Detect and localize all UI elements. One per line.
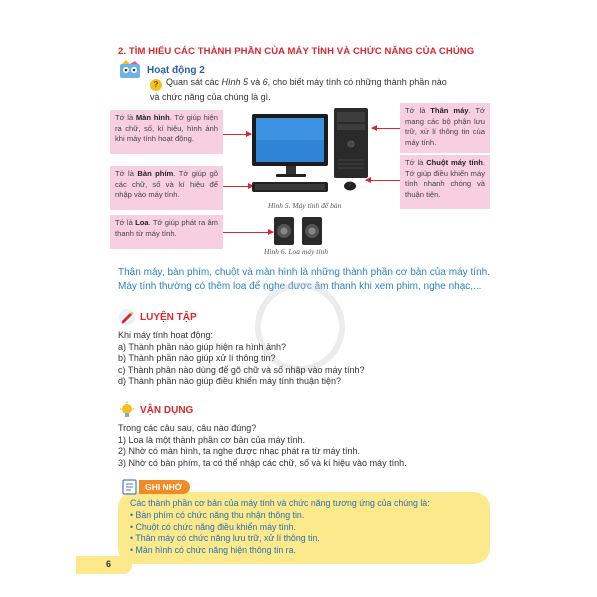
note-box <box>118 492 490 564</box>
desktop-computer-illustration <box>246 104 376 200</box>
page-number-tab <box>76 556 132 574</box>
note-label: GHI NHỚ <box>139 480 190 494</box>
callout-screen: Tớ là Màn hình. Tớ giúp hiện ra chữ, số, kí hiệu, hình ảnh khi máy tính hoạt động. <box>110 110 223 154</box>
note-item: • Chuột có chức năng điều khiển máy tính. <box>130 521 296 532</box>
note-item: • Màn hình có chức năng hiện thông tin ra. <box>130 545 296 556</box>
arrow-case <box>372 128 400 129</box>
callout-case: Tớ là Thân máy. Tớ mang các bộ phận lưu trữ, xử lí thông tin của máy tính. <box>400 103 490 153</box>
question-mark-icon: ? <box>150 79 162 91</box>
practice-heading <box>118 308 197 326</box>
practice-heading-label: LUYỆN TẬP <box>140 311 197 323</box>
apply-intro: Trong các câu sau, câu nào đúng? <box>118 423 257 433</box>
lightbulb-icon <box>118 401 136 419</box>
section-title: 2. TÌM HIỂU CÁC THÀNH PHẦN CỦA MÁY TÍNH VÀ CHỨC NĂNG CỦA CHÚNG <box>118 46 475 57</box>
note-item: • Bàn phím có chức năng thu nhận thông tin. <box>130 509 305 520</box>
note-item: • Thân máy có chức năng lưu trữ, xử lí thông tin. <box>130 533 320 544</box>
notebook-icon <box>121 479 139 495</box>
practice-item: a) Thành phần nào giúp hiện ra hình ảnh? <box>118 341 286 352</box>
mascot-icon <box>118 60 144 80</box>
callout-keyboard: Tớ là Bàn phím. Tớ giúp gõ các chữ, số và kí hiệu để nhập vào máy tính. <box>110 166 223 210</box>
activity-label: Hoạt động 2 <box>147 64 205 76</box>
practice-intro: Khi máy tính hoạt động: <box>118 330 214 340</box>
apply-list <box>118 423 407 469</box>
arrow-speaker <box>223 232 273 233</box>
practice-list <box>118 330 365 388</box>
apply-item: 3) Nhờ có bàn phím, ta có thể nhập các chữ, số và kí hiệu vào máy tính. <box>118 457 407 468</box>
figure5-caption: Hình 5. Máy tính để bàn <box>268 201 342 210</box>
apply-heading <box>118 401 193 419</box>
callout-mouse: Tớ là Chuột máy tính. Tớ giúp điều khiển máy tính nhanh chóng và thuận tiện. <box>400 155 490 209</box>
figure6-caption: Hình 6. Loa máy tính <box>264 247 328 256</box>
apply-item: 1) Loa là một thành phần cơ bản của máy tính. <box>118 434 306 445</box>
pencil-icon <box>118 308 136 326</box>
note-intro: Các thành phần cơ bản của máy tính và chức năng tương ứng của chúng là: <box>130 498 430 508</box>
speakers-illustration <box>272 216 326 246</box>
note-tag <box>121 479 190 495</box>
practice-item: c) Thành phần nào dùng để gõ chữ và số nhập vào máy tính? <box>118 364 365 375</box>
apply-heading-label: VẬN DỤNG <box>140 404 194 416</box>
practice-item: d) Thành phần nào giúp điều khiển máy tính thuận tiện? <box>118 376 342 387</box>
practice-item: b) Thành phần nào giúp xử lí thông tin? <box>118 353 276 364</box>
summary-paragraph: Thân máy, bàn phím, chuột và màn hình là những thành phần cơ bản của máy tính. Máy tính thường có thêm loa để nghe được âm thanh khi xem phim, nghe nhạc,... <box>118 267 490 292</box>
apply-item: 2) Nhờ có màn hình, ta nghe được nhạc phát ra từ máy tính. <box>118 446 360 457</box>
callout-speaker: Tớ là Loa. Tớ giúp phát ra âm thanh từ máy tính. <box>110 215 223 249</box>
activity-question: ? Quan sát các Hình 5 và 6, cho biết máy tính có những thành phần nào và chức năng của chúng là gì. <box>150 77 447 102</box>
page-number: 6 <box>106 559 112 569</box>
